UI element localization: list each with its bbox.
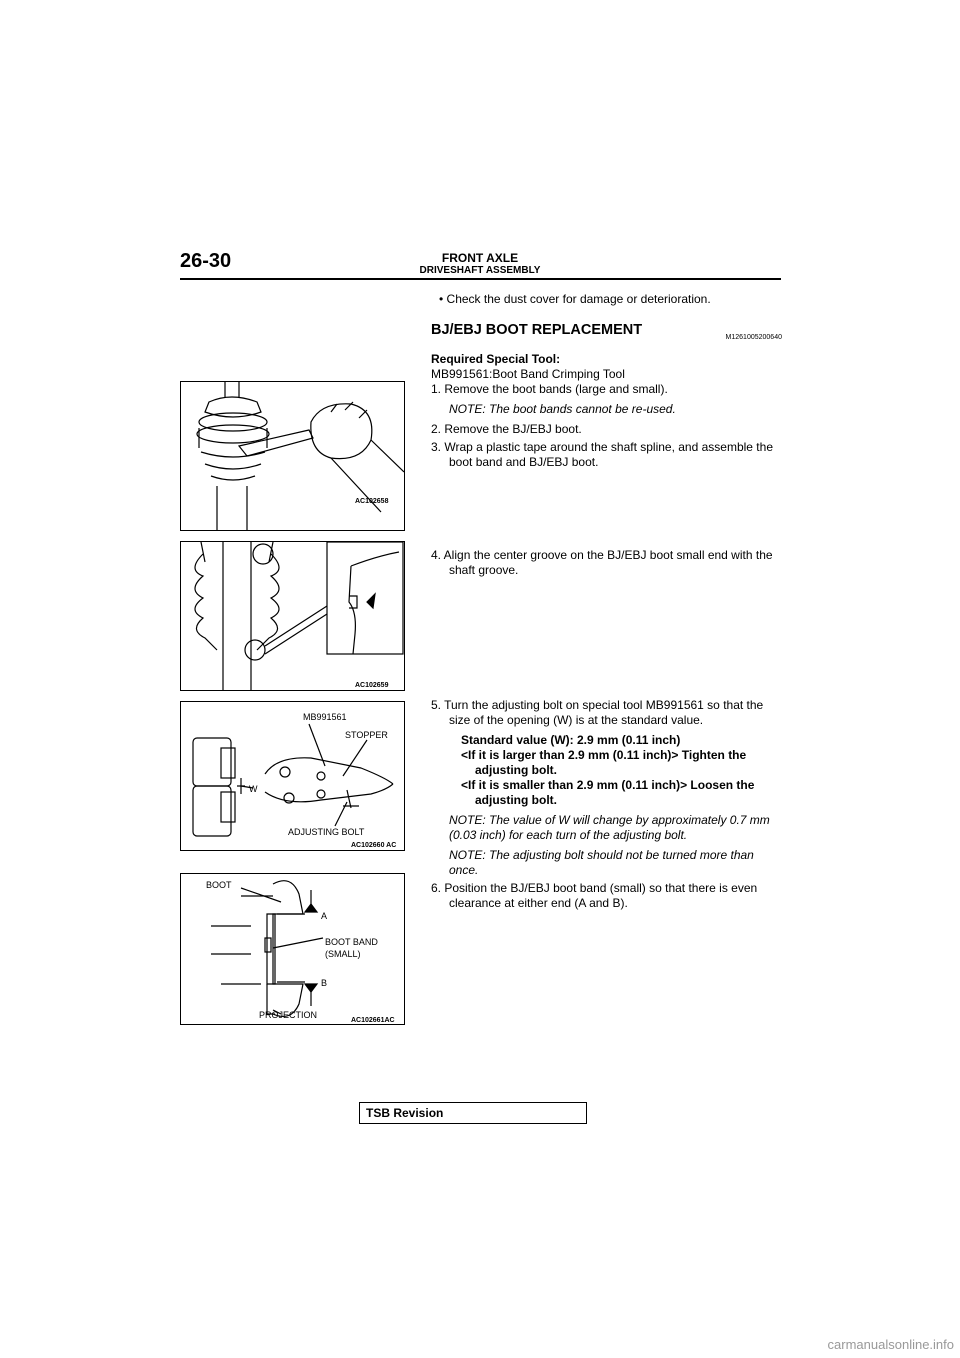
- step-3: 3. Wrap a plastic tape around the shaft spline, and assemble the boot band and BJ/EBJ boot.: [431, 440, 773, 469]
- figure-4-boot-label: BOOT: [206, 880, 232, 890]
- figure-4-band-label-2: (SMALL): [325, 949, 361, 959]
- step-5-note-1: NOTE: The value of W will change by approximately 0.7 mm (0.03 inch) for each turn of the adjusting bolt.: [449, 813, 770, 842]
- step-5: 5. Turn the adjusting bolt on special tool MB991561 so that the size of the opening (W) is at the standard value.: [431, 698, 764, 727]
- figure-3-stopper-label: STOPPER: [345, 730, 388, 740]
- figure-2-id: AC102659: [355, 682, 389, 689]
- figure-3-w-label: W: [249, 784, 258, 794]
- section-title: FRONT AXLE: [441, 251, 519, 265]
- step-1: 1. Remove the boot bands (large and small).: [431, 382, 668, 396]
- required-tool: MB991561:Boot Band Crimping Tool: [431, 367, 625, 381]
- step-1-note: NOTE: The boot bands cannot be re-used.: [449, 402, 676, 416]
- step-5-standard: Standard value (W): 2.9 mm (0.11 inch): [461, 733, 681, 747]
- procedure-block-2: [431, 548, 783, 578]
- procedure-block-3: [431, 698, 783, 911]
- step-5-note-2: NOTE: The adjusting bolt should not be turned more than once.: [449, 848, 754, 877]
- procedure-code: M1261005200640: [725, 334, 782, 341]
- figure-4-b-label: B: [321, 978, 328, 988]
- figure-3-tool-label: MB991561: [303, 712, 347, 722]
- step-5-smaller: <If it is smaller than 2.9 mm (0.11 inch)> Loosen the adjusting bolt.: [461, 778, 755, 807]
- procedure-title: BJ/EBJ BOOT REPLACEMENT: [431, 322, 643, 338]
- figure-4-id: AC102661AC: [351, 1017, 395, 1024]
- figure-boot-band-removal: [180, 381, 405, 531]
- step-5-larger: <If it is larger than 2.9 mm (0.11 inch)> Tighten the adjusting bolt.: [461, 748, 747, 777]
- page-number: 26-30: [180, 250, 232, 272]
- footer-tsb-revision: TSB Revision: [366, 1106, 444, 1120]
- step-6: 6. Position the BJ/EBJ boot band (small) so that there is even clearance at either end (A and B).: [431, 881, 758, 910]
- procedure-block-1: [431, 352, 783, 470]
- figure-1-id: AC102658: [355, 498, 389, 505]
- figure-4-band-label-1: BOOT BAND: [325, 937, 378, 947]
- intro-bullet: • Check the dust cover for damage or deterioration.: [439, 292, 711, 306]
- watermark: carmanualsonline.info: [827, 1337, 954, 1352]
- figure-boot-band-position: [180, 873, 405, 1025]
- subsection-title: DRIVESHAFT ASSEMBLY: [419, 265, 541, 276]
- figure-4-projection-label: PROJECTION: [259, 1010, 318, 1020]
- figure-groove-alignment: [180, 541, 405, 691]
- header-rule: [180, 278, 781, 280]
- step-2: 2. Remove the BJ/EBJ boot.: [431, 422, 582, 436]
- figure-3-bolt-label: ADJUSTING BOLT: [288, 827, 365, 837]
- figure-crimping-tool: [180, 701, 405, 851]
- step-4: 4. Align the center groove on the BJ/EBJ boot small end with the shaft groove.: [431, 548, 773, 577]
- figure-3-id: AC102660 AC: [351, 842, 397, 849]
- required-tool-heading: Required Special Tool:: [431, 352, 561, 366]
- figure-4-a-label: A: [321, 911, 328, 921]
